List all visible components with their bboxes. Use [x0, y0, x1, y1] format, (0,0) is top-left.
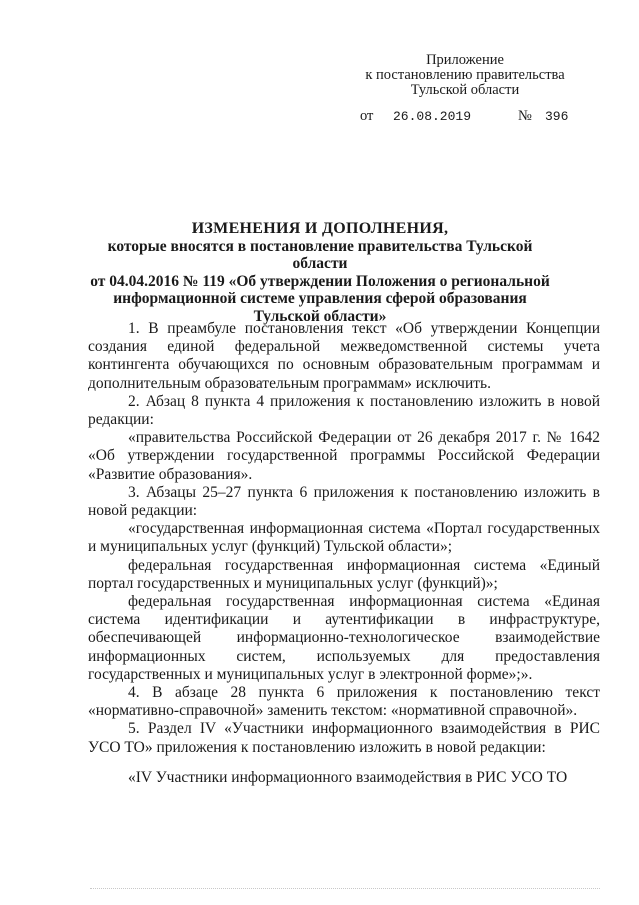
paragraph-9: 5. Раздел IV «Участники информационного взаимодействия в РИС УСО ТО» приложения к постановлению изложить в новой редакции: — [88, 720, 600, 756]
scan-artifact-line — [90, 888, 600, 891]
paragraph-3: «правительства Российской Федерации от 26 декабря 2017 г. № 1642 «Об утверждении государственной программы Российской Федерации «Развитие образования». — [88, 429, 600, 483]
date-number-row — [360, 108, 620, 126]
title-line-4: информационной системе управления сферой образования — [113, 290, 527, 307]
paragraph-7: федеральная государственная информационная система «Единая система идентификации и аутентификации в инфраструктуре, обеспечивающей информационно-технологическое взаимодействие информационных систем, используемых для предоставления государственных и муниципальных услуг в электронной форме»;». — [88, 593, 600, 683]
document-body — [88, 320, 600, 787]
paragraph-8: 4. В абзаце 28 пункта 6 приложения к постановлению текст «нормативно-справочной» заменить текстом: «нормативной справочной». — [88, 684, 600, 720]
document-title — [80, 220, 560, 325]
appendix-line-1: Приложение — [426, 52, 504, 68]
paragraph-10: «IV Участники информационного взаимодействия в РИС УСО ТО — [128, 768, 568, 786]
from-label: от — [360, 108, 374, 124]
number-sign: № — [518, 108, 532, 124]
paragraph-5: «государственная информационная система «Портал государственных и муниципальных услуг (функций) Тульской области»; — [88, 520, 600, 556]
title-line-2: которые вносятся в постановление правительства Тульской области — [107, 237, 533, 272]
title-line-1: ИЗМЕНЕНИЯ И ДОПОЛНЕНИЯ, — [191, 220, 449, 237]
appendix-line-3: Тульской области — [410, 82, 520, 98]
paragraph-6: федеральная государственная информационная система «Единый портал государственных и муниципальных услуг (функций)»; — [88, 556, 600, 592]
title-line-3: от 04.04.2016 № 119 «Об утверждении Положения о региональной — [90, 272, 550, 290]
document-number: 396 — [545, 109, 569, 124]
paragraph-4: 3. Абзацы 25–27 пункта 6 приложения к постановлению изложить в новой редакции: — [88, 483, 600, 520]
title-line-5: Тульской области» — [253, 307, 387, 325]
appendix-line-2: к постановлению правительства — [365, 67, 565, 83]
document-date: 26.08.2019 — [393, 109, 472, 124]
paragraph-2: 2. Абзац 8 пункта 4 приложения к постановлению изложить в новой редакции: — [88, 392, 600, 429]
paragraph-1: 1. В преамбуле постановления текст «Об утверждении Концепции создания единой федеральной межведомственной системы учета контингента обучающихся по основным образовательным программам и дополнительным образовательным программам» исключить. — [88, 320, 600, 392]
